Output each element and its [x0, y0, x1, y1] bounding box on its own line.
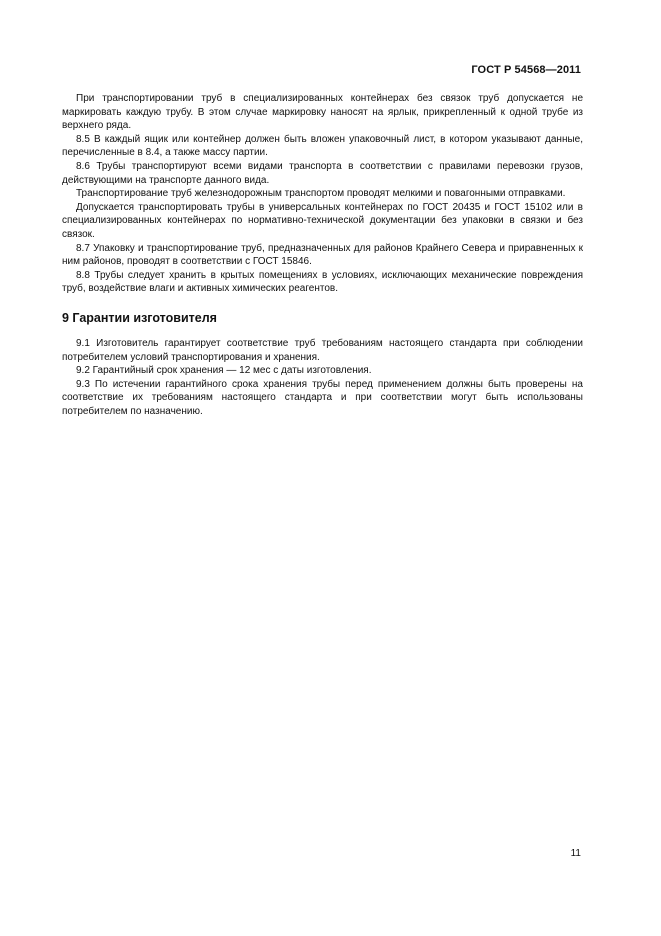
paragraph-8-6-containers: Допускается транспортировать трубы в универсальных контейнерах по ГОСТ 20435 и ГОСТ 15102 или в специализированных контейнерах по нормативно-технической документации без упаковки в связки и без связок.	[62, 201, 583, 240]
standard-code-header: ГОСТ Р 54568—2011	[471, 64, 581, 76]
paragraph-9-3: 9.3 По истечении гарантийного срока хранения трубы перед применением должны быть проверены на соответствие их требованиям настоящего стандарта и при соответствии могут быть использованы потребителем по назначению.	[62, 378, 583, 417]
paragraph-8-4-continued: При транспортировании труб в специализированных контейнерах без связок труб допускается не маркировать каждую трубу. В этом случае маркировку наносят на ярлык, прикрепленный к одной трубе из верхнего ряда.	[62, 93, 583, 132]
document-body	[62, 92, 583, 418]
paragraph-9-2: 9.2 Гарантийный срок хранения — 12 мес с даты изготовления.	[76, 365, 372, 377]
paragraph-8-7: 8.7 Упаковку и транспортирование труб, предназначенных для районов Крайнего Севера и приравненных к ним районов, проводят в соответствии с ГОСТ 15846.	[62, 242, 583, 268]
paragraph-8-8: 8.8 Трубы следует хранить в крытых помещениях в условиях, исключающих механические повреждения труб, воздействие влаги и активных химических реагентов.	[62, 269, 583, 295]
paragraph-9-1: 9.1 Изготовитель гарантирует соответствие труб требованиям настоящего стандарта при соблюдении потребителем условий транспортирования и хранения.	[62, 337, 583, 363]
section-9-heading: 9 Гарантии изготовителя	[62, 310, 217, 325]
paragraph-8-5: 8.5 В каждый ящик или контейнер должен быть вложен упаковочный лист, в котором указывают данные, перечисленные в 8.4, а также массу партии.	[62, 133, 583, 159]
paragraph-8-6-railway: Транспортирование труб железнодорожным транспортом проводят мелкими и повагонными отправками.	[76, 188, 566, 200]
paragraph-8-6: 8.6 Трубы транспортируют всеми видами транспорта в соответствии с правилами перевозки грузов, действующими на транспорте данного вида.	[62, 160, 583, 186]
page-number: 11	[570, 848, 581, 859]
